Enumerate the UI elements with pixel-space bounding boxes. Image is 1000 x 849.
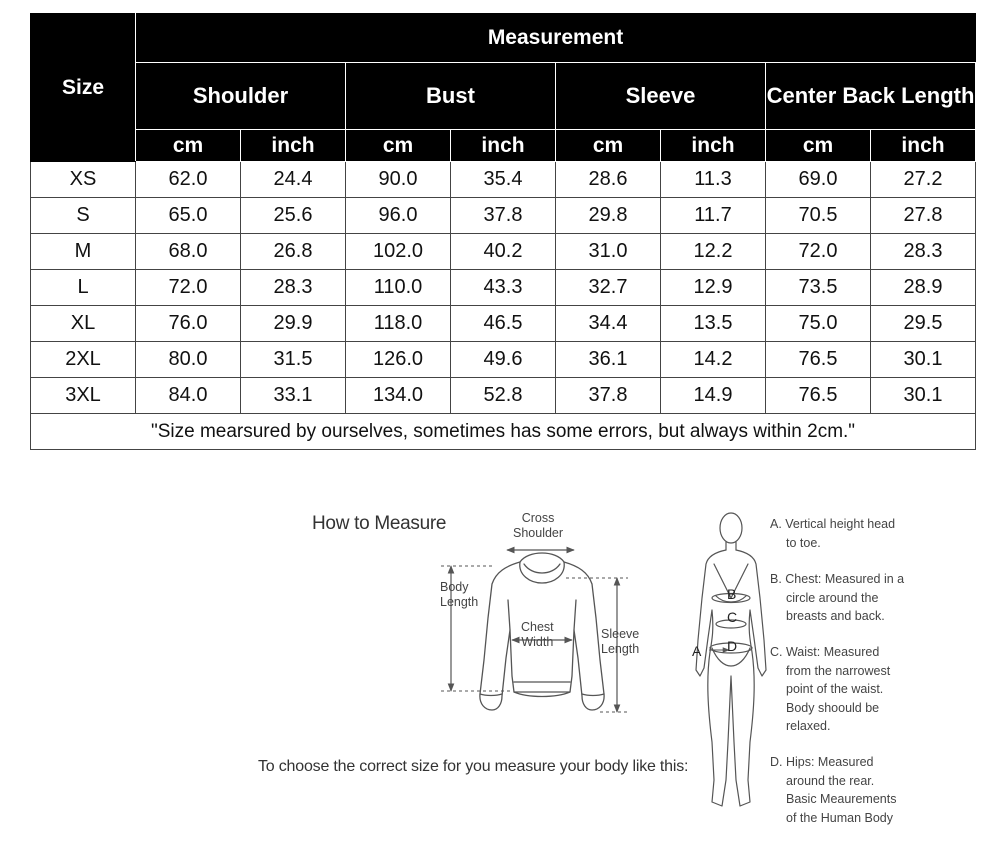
unit-header: cm bbox=[556, 130, 661, 162]
body-letter-c: C bbox=[727, 609, 738, 625]
value-cell: 102.0 bbox=[346, 234, 451, 270]
value-cell: 75.0 bbox=[766, 306, 871, 342]
body-letter-a: A bbox=[692, 643, 702, 659]
table-row bbox=[31, 378, 976, 414]
value-cell: 14.9 bbox=[661, 378, 766, 414]
size-rows bbox=[31, 162, 976, 450]
size-chart-table bbox=[30, 13, 976, 450]
bust-header: Bust bbox=[346, 63, 556, 130]
value-cell: 72.0 bbox=[136, 270, 241, 306]
value-cell: 46.5 bbox=[451, 306, 556, 342]
value-cell: 40.2 bbox=[451, 234, 556, 270]
size-cell: 2XL bbox=[31, 342, 136, 378]
value-cell: 90.0 bbox=[346, 162, 451, 198]
size-note: "Size mearsured by ourselves, sometimes has some errors, but always within 2cm." bbox=[31, 414, 976, 450]
value-cell: 11.3 bbox=[661, 162, 766, 198]
value-cell: 29.8 bbox=[556, 198, 661, 234]
chest-width-label: Chest Width bbox=[521, 620, 554, 649]
value-cell: 28.3 bbox=[871, 234, 976, 270]
value-cell: 12.2 bbox=[661, 234, 766, 270]
legend-item-c: C. Waist: Measured from the narrowest point of the waist. Body shoould be relaxed. bbox=[770, 645, 891, 733]
value-cell: 36.1 bbox=[556, 342, 661, 378]
value-cell: 76.5 bbox=[766, 342, 871, 378]
size-cell: S bbox=[31, 198, 136, 234]
instruction-text: To choose the correct size for you measure your body like this: bbox=[258, 758, 689, 775]
size-column-header: Size bbox=[31, 14, 136, 162]
value-cell: 72.0 bbox=[766, 234, 871, 270]
value-cell: 37.8 bbox=[556, 378, 661, 414]
value-cell: 69.0 bbox=[766, 162, 871, 198]
size-cell: XL bbox=[31, 306, 136, 342]
value-cell: 76.5 bbox=[766, 378, 871, 414]
value-cell: 14.2 bbox=[661, 342, 766, 378]
value-cell: 80.0 bbox=[136, 342, 241, 378]
legend-item-d: D. Hips: Measured around the rear. Basic Meaurements of the Human Body bbox=[770, 755, 897, 825]
value-cell: 126.0 bbox=[346, 342, 451, 378]
table-row bbox=[31, 342, 976, 378]
value-cell: 76.0 bbox=[136, 306, 241, 342]
value-cell: 25.6 bbox=[241, 198, 346, 234]
size-cell: M bbox=[31, 234, 136, 270]
value-cell: 27.2 bbox=[871, 162, 976, 198]
sleeve-length-label: Sleeve Length bbox=[601, 627, 640, 656]
value-cell: 43.3 bbox=[451, 270, 556, 306]
sleeve-header: Sleeve bbox=[556, 63, 766, 130]
value-cell: 34.4 bbox=[556, 306, 661, 342]
value-cell: 32.7 bbox=[556, 270, 661, 306]
size-cell: L bbox=[31, 270, 136, 306]
value-cell: 28.3 bbox=[241, 270, 346, 306]
legend-item-a: A. Vertical height head to toe. bbox=[770, 517, 896, 550]
how-to-measure-section bbox=[0, 480, 1000, 849]
measurement-header: Measurement bbox=[136, 14, 976, 63]
value-cell: 31.5 bbox=[241, 342, 346, 378]
value-cell: 70.5 bbox=[766, 198, 871, 234]
value-cell: 52.8 bbox=[451, 378, 556, 414]
how-to-measure-title: How to Measure bbox=[312, 513, 447, 534]
center-back-length-header: Center Back Length bbox=[766, 63, 976, 130]
size-cell: XS bbox=[31, 162, 136, 198]
legend-item-b: B. Chest: Measured in a circle around the breasts and back. bbox=[770, 572, 905, 623]
value-cell: 37.8 bbox=[451, 198, 556, 234]
value-cell: 118.0 bbox=[346, 306, 451, 342]
value-cell: 35.4 bbox=[451, 162, 556, 198]
value-cell: 68.0 bbox=[136, 234, 241, 270]
unit-header: cm bbox=[766, 130, 871, 162]
unit-header: inch bbox=[661, 130, 766, 162]
human-body-icon bbox=[696, 513, 766, 806]
value-cell: 73.5 bbox=[766, 270, 871, 306]
value-cell: 26.8 bbox=[241, 234, 346, 270]
body-length-label: Body Length bbox=[440, 580, 479, 609]
value-cell: 30.1 bbox=[871, 378, 976, 414]
value-cell: 13.5 bbox=[661, 306, 766, 342]
unit-header: cm bbox=[136, 130, 241, 162]
value-cell: 65.0 bbox=[136, 198, 241, 234]
shoulder-header: Shoulder bbox=[136, 63, 346, 130]
table-row bbox=[31, 270, 976, 306]
body-letter-b: B bbox=[727, 586, 737, 602]
value-cell: 12.9 bbox=[661, 270, 766, 306]
value-cell: 84.0 bbox=[136, 378, 241, 414]
value-cell: 134.0 bbox=[346, 378, 451, 414]
unit-header: inch bbox=[871, 130, 976, 162]
unit-header: inch bbox=[241, 130, 346, 162]
body-letter-d: D bbox=[727, 638, 738, 654]
value-cell: 28.9 bbox=[871, 270, 976, 306]
unit-header: cm bbox=[346, 130, 451, 162]
table-row bbox=[31, 162, 976, 198]
table-row bbox=[31, 306, 976, 342]
value-cell: 33.1 bbox=[241, 378, 346, 414]
value-cell: 29.5 bbox=[871, 306, 976, 342]
value-cell: 31.0 bbox=[556, 234, 661, 270]
value-cell: 110.0 bbox=[346, 270, 451, 306]
value-cell: 24.4 bbox=[241, 162, 346, 198]
size-cell: 3XL bbox=[31, 378, 136, 414]
value-cell: 62.0 bbox=[136, 162, 241, 198]
table-row bbox=[31, 198, 976, 234]
value-cell: 96.0 bbox=[346, 198, 451, 234]
value-cell: 28.6 bbox=[556, 162, 661, 198]
cross-shoulder-label: Cross Shoulder bbox=[513, 511, 564, 540]
value-cell: 27.8 bbox=[871, 198, 976, 234]
value-cell: 30.1 bbox=[871, 342, 976, 378]
table-row bbox=[31, 234, 976, 270]
value-cell: 29.9 bbox=[241, 306, 346, 342]
value-cell: 11.7 bbox=[661, 198, 766, 234]
unit-header: inch bbox=[451, 130, 556, 162]
value-cell: 49.6 bbox=[451, 342, 556, 378]
note-row bbox=[31, 414, 976, 450]
